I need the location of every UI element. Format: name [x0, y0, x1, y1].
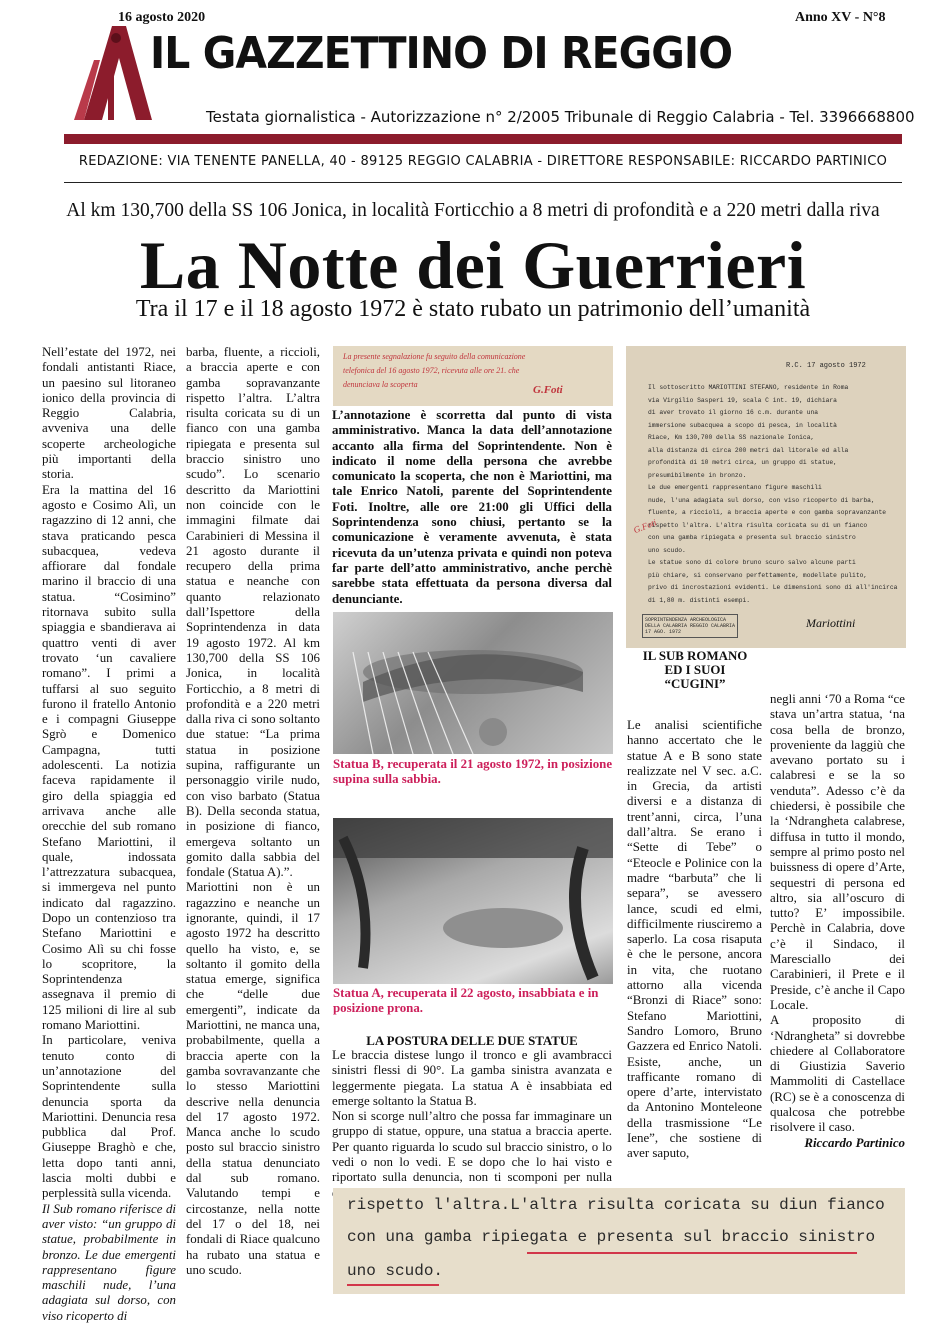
paragraph: Le analisi scientifiche hanno accertato che le statue A e B sono state realizzate nel V sec. a.C. in Grecia, da artisti diversi e a distanza di trent’anni, circa, l’una dall’altra. Se erano i “Sette di Tebe” o “Eteocle e Polinice con la madre “barbuta” che li separa”, se avessero lance, scudi ed elmi, difficilmente riusciremo a saperlo. La cosa risaputa è che le persone, ancora in vita, che ruotano attorno alla vicenda “Bronzi di Riace” sono: Stefano Mariottini, Sandro Lomoro, Bruno Gazzera ed Enrico Natoli. Esiste, anche, un trafficante romano di opere d’arte, intervistato da Antonino Monteleone della trasmissione “Le Iene”, che sostiene di aver saputo, [627, 718, 762, 1161]
paragraph: Non si scorge null’altro che possa far immaginare un gruppo di statue, oppure, una statua a braccia aperte. Per quanto riguarda lo scudo sul braccio sinistro, o lo vedi o non lo vedi. E se dopo che lo hai visto e riportato sulla denuncia, non ti scomponi per nulla [332, 1109, 612, 1185]
masthead-rule [64, 182, 902, 183]
redazione-line: REDAZIONE: VIA TENENTE PANELLA, 40 - 89125 REGGIO CALABRIA - DIRETTORE RESPONSABILE: RICCARDO PARTINICO [78, 154, 888, 169]
denuncia-line: Riace, Km 130,700 della SS nazionale Ionica, [648, 434, 815, 441]
annotation-commentary: L’annotazione è scorretta dal punto di vista amministrativo. Manca la data dell’annotazione accanto alla firma del Soprintendente. Non è indicato il nome della persona che avrebbe comunicato la scoperta, che non è Mariottini, ma tale Enrico Natoli, parente del Soprintendente Foti. Inoltre, alle ore 21:00 gli Uffici della Soprintendenza sono chiusi, pertanto se la comunicazione è veramente avvenuta, è stata ricevuta da un’utenza privata e quindi non poteva far parte dell’atto amministrativo, anche perchè sarebbe stata effettuata da persona diversa dal denunciante. [332, 408, 612, 606]
paragraph: Le braccia distese lungo il tronco e gli avambracci sinistri flessi di 90°. La gamba sinistra avanzata e leggermente piegata. La statua A è insabbiata ed emerge soltanto la Statua B. [332, 1048, 612, 1108]
doc-text: La presente segnalazione fu seguito della comunicazione [343, 352, 526, 361]
denuncia-line: via Virgilio Sasperi 19, scala C int. 19, dichiara [648, 396, 837, 404]
doc-signature: Mariottini [806, 616, 856, 630]
doc-annotation: G.Foti [632, 517, 658, 536]
paragraph: Mariottini non è un ragazzino e neanche un ignorante, quindi, il 17 agosto 1972 ha descritto quello ha visto, e, se soltanto il gomito della statua emerge, significa che “delle due emergenti”, indicate da Mariottini, ne manca una, probabilmente, quella a braccia aperte con la gamba sovravanzante che lo stesso Mariottini descrive nella denuncia del 17 agosto 1972. Manca anche lo scudo posto sul braccio sinistro della statua denunciato dal sub romano. Valutando tempi e circostanze, nella notte del 17 o del 18, nei fondali di Riace qualcuno ha rubato una statua e uno scudo. [186, 880, 320, 1277]
denuncia-line: rispetto l'altra. L'altra risulta coricata su di un fianco [648, 521, 868, 529]
paragraph: Nell’estate del 1972, nei fondali antistanti Riace, un paesino sul litoraneo ionico della provincia di Reggio Calabria, avveniva una delle scoperte archeologiche più importanti della storia. [42, 345, 176, 482]
denuncia-document-photo [626, 346, 906, 648]
statue-b-caption: Statua B, recuperata il 21 agosto 1972, in posizione supina sulla sabbia. [333, 757, 613, 786]
paragraph: Era la mattina del 16 agosto e Cosimo Alì, un ragazzino di 12 anni, che stava praticando pesca subacquea, vedeva affiorare dal fondale marino il braccio di una statua. “Cosimino” ritornava subito sulla spiaggia e sbandierava ai quattro venti di aver trovato ‘un cavaliere romano”. I primi a tuffarsi al suo seguito furono il fratello Antonio e i compagni Giuseppe Sgrò e Domenico Campagna, tutti adolescenti. La notizia faceva rapidamente il giro della spiaggia ed arrivava anche alle orecchie del sub romano Stefano Mariottini, il quale, indossata l’attrezzatura subacquea, si immergeva nel punto indicato dal ragazzino. Dopo un contenzioso tra Stefano Mariottini e Cosimo Alì su chi fosse lo scopritore, la Soprintendenza assegnava il premio di 125 milioni di lire al sub romano Mariottini. [42, 482, 176, 1033]
statue-b-image [333, 612, 613, 754]
denuncia-line: uno scudo. [648, 546, 686, 554]
excerpt-line: con una gamba ripiegata e presenta sul braccio sinistro [347, 1228, 876, 1246]
paragraph: In particolare, veniva tenuto conto di un’annotazione del Soprintendente sulla denuncia sporta da Mariottini. Denuncia resa pubblica dal Prof. Giuseppe Braghò e che, letta dopo tanti anni, lascia molti dubbi e perplessità sulla vicenda. [42, 1033, 176, 1201]
newspaper-logo [64, 20, 164, 125]
postura-text [332, 1048, 612, 1185]
denuncia-line: di aver trovato il giorno 16 c.m. durante una [648, 409, 819, 416]
statue-a-image [333, 818, 613, 984]
doc-signature: G.Foti [533, 384, 563, 396]
denuncia-line: più chiare, si conservano perfettamente, modellate pulito, [648, 571, 868, 579]
author-signature: Riccardo Partinico [804, 1135, 905, 1150]
paragraph: barba, fluente, a riccioli, a braccia aperte e con gamba sopravanzante rispetto l’altra. L’altra risulta coricata su di un fianco con una gamba ripiegata e presenta sul braccio sinistro uno scudo”. Lo scenario descritto da Mariottini non coincide con le immagini filmate dai Carabinieri di Messina il 21 agosto durante il recupero della prima statua e neanche con quanto relazionato dall’Ispettore della Soprintendenza in data 19 agosto 1972. Al km 130,700 della SS 106 Jonica, in località Forticchio, a 8 metri di profondità e a 220 metri dalla riva ci sono soltanto due statue: “La prima statua in posizione supina, raffigurante un personaggio virile nudo, con viso barbato (Statua B). Della seconda statua, in posizione di fianco, emergeva soltanto un gomito dalla sabbia del fondale (Statua A).”. [186, 345, 320, 880]
kicker: Al km 130,700 della SS 106 Jonica, in località Forticchio a 8 metri di profondità e a 220 metri dalla riva [66, 200, 880, 221]
article-column-6 [770, 692, 905, 1182]
excerpt-line: uno scudo. [347, 1262, 444, 1280]
section-title-sub-romano: IL SUB ROMANO ED I SUOI “CUGINI” [642, 649, 748, 691]
masthead-bar [64, 134, 902, 144]
article-column-1 [42, 345, 176, 1323]
doc-text: telefonica del 16 agosto 1972, ricevuta alle ore 21. che [343, 366, 520, 375]
paragraph: negli anni ‘70 a Roma “ce stava un’artra statua, ‘na cosa bella de bronzo, proveniente da laggiù che avevano portato su i calabresi e se la so venduta”. Adesso c’è da chiedersi, è possibile che la ‘Ndrangheta calabrese, diffusa in tutto il mondo, sempre al primo posto nel buissness di opere d’Arte, sequestri di persona ed altro, sia all’oscuro di tutto? E’ impossibile. Perchè in Calabria, dove c’è il Sindaco, il Maresciallo dei Carabinieri, il Prete e il Preside, c’è anche il Capo Locale. [770, 692, 905, 1012]
subheadline: Tra il 17 e il 18 agosto 1972 è stato rubato un patrimonio dell’umanità [135, 296, 811, 322]
protocol-stamp: SOPRINTENDENZA ARCHEOLOGICA DELLA CALABRIA REGGIO CALABRIA 17 AGO. 1972 [642, 614, 738, 638]
doc-date: R.C. 17 agosto 1972 [786, 362, 866, 370]
paragraph: Il Sub romano riferisce di aver visto: “un gruppo di statue, probabilmente in bronzo. Le due emergenti rappresentano figure maschili nude, l’una adagiata sul dorso, con viso ricoperto di [42, 1201, 176, 1323]
issue-number: Anno XV - N°8 [795, 10, 886, 25]
denuncia-line: di 1,80 m. distinti esempi. [648, 596, 751, 604]
article-column-2 [186, 345, 320, 1295]
statue-a-photo [333, 818, 613, 984]
denuncia-line: nude, l'una adagiata sul dorso, con viso ricoperto di barba, [648, 496, 875, 504]
doc-text: denunciava la scoperta [343, 380, 418, 389]
denuncia-excerpt-photo [333, 1188, 905, 1294]
headline: La Notte dei Guerrieri [139, 227, 807, 303]
denuncia-line: fluente, a riccioli, a braccia aperte e con gamba sopravanzante [648, 509, 887, 516]
statue-b-photo [333, 612, 613, 754]
denuncia-line: con una gamba ripiegata e presenta sul braccio sinistro [648, 534, 856, 541]
statue-a-caption: Statua A, recuperata il 22 agosto, insabbiata e in posizione prona. [333, 986, 599, 1015]
denuncia-line: Il sottoscritto MARIOTTINI STEFANO, residente in Roma [648, 384, 849, 391]
denuncia-line: Le due emergenti rappresentano figure maschili [648, 484, 822, 491]
denuncia-line: alla distanza di circa 200 metri dal litorale ed alla [648, 446, 849, 454]
tagline: Testata giornalistica - Autorizzazione n° 2/2005 Tribunale di Reggio Calabria - Tel. 3396668800 [206, 108, 915, 126]
denuncia-line: Le statue sono di colore bruno scuro salvo alcune parti [648, 559, 856, 566]
excerpt-line: rispetto l'altra.L'altra risulta coricata su diun fianco [347, 1196, 885, 1214]
article-column-5 [627, 718, 762, 1183]
paragraph: A proposito di ‘Ndrangheta” si dovrebbe chiedere al Collaboratore di Giustizia Saverio Mammoliti di Castellace (RC) se è a conoscenza di qualcosa che potrebbe risolvere il caso. [770, 1013, 905, 1135]
annotation-document-photo [333, 346, 613, 406]
issue-date: 16 agosto 2020 [118, 10, 206, 25]
denuncia-line: privo di incrostazioni evidenti. Le dimensioni sono di all'incirca [648, 584, 898, 591]
denuncia-line: immersione subacquea a scopo di pesca, in località [648, 421, 837, 429]
denuncia-line: profondità di 10 metri circa, un gruppo di statue, [648, 459, 837, 466]
denuncia-line: presumibilmente in bronzo. [648, 471, 747, 479]
section-title-postura: LA POSTURA DELLE DUE STATUE [366, 1034, 578, 1048]
newspaper-title: IL GAZZETTINO DI REGGIO [150, 28, 733, 79]
